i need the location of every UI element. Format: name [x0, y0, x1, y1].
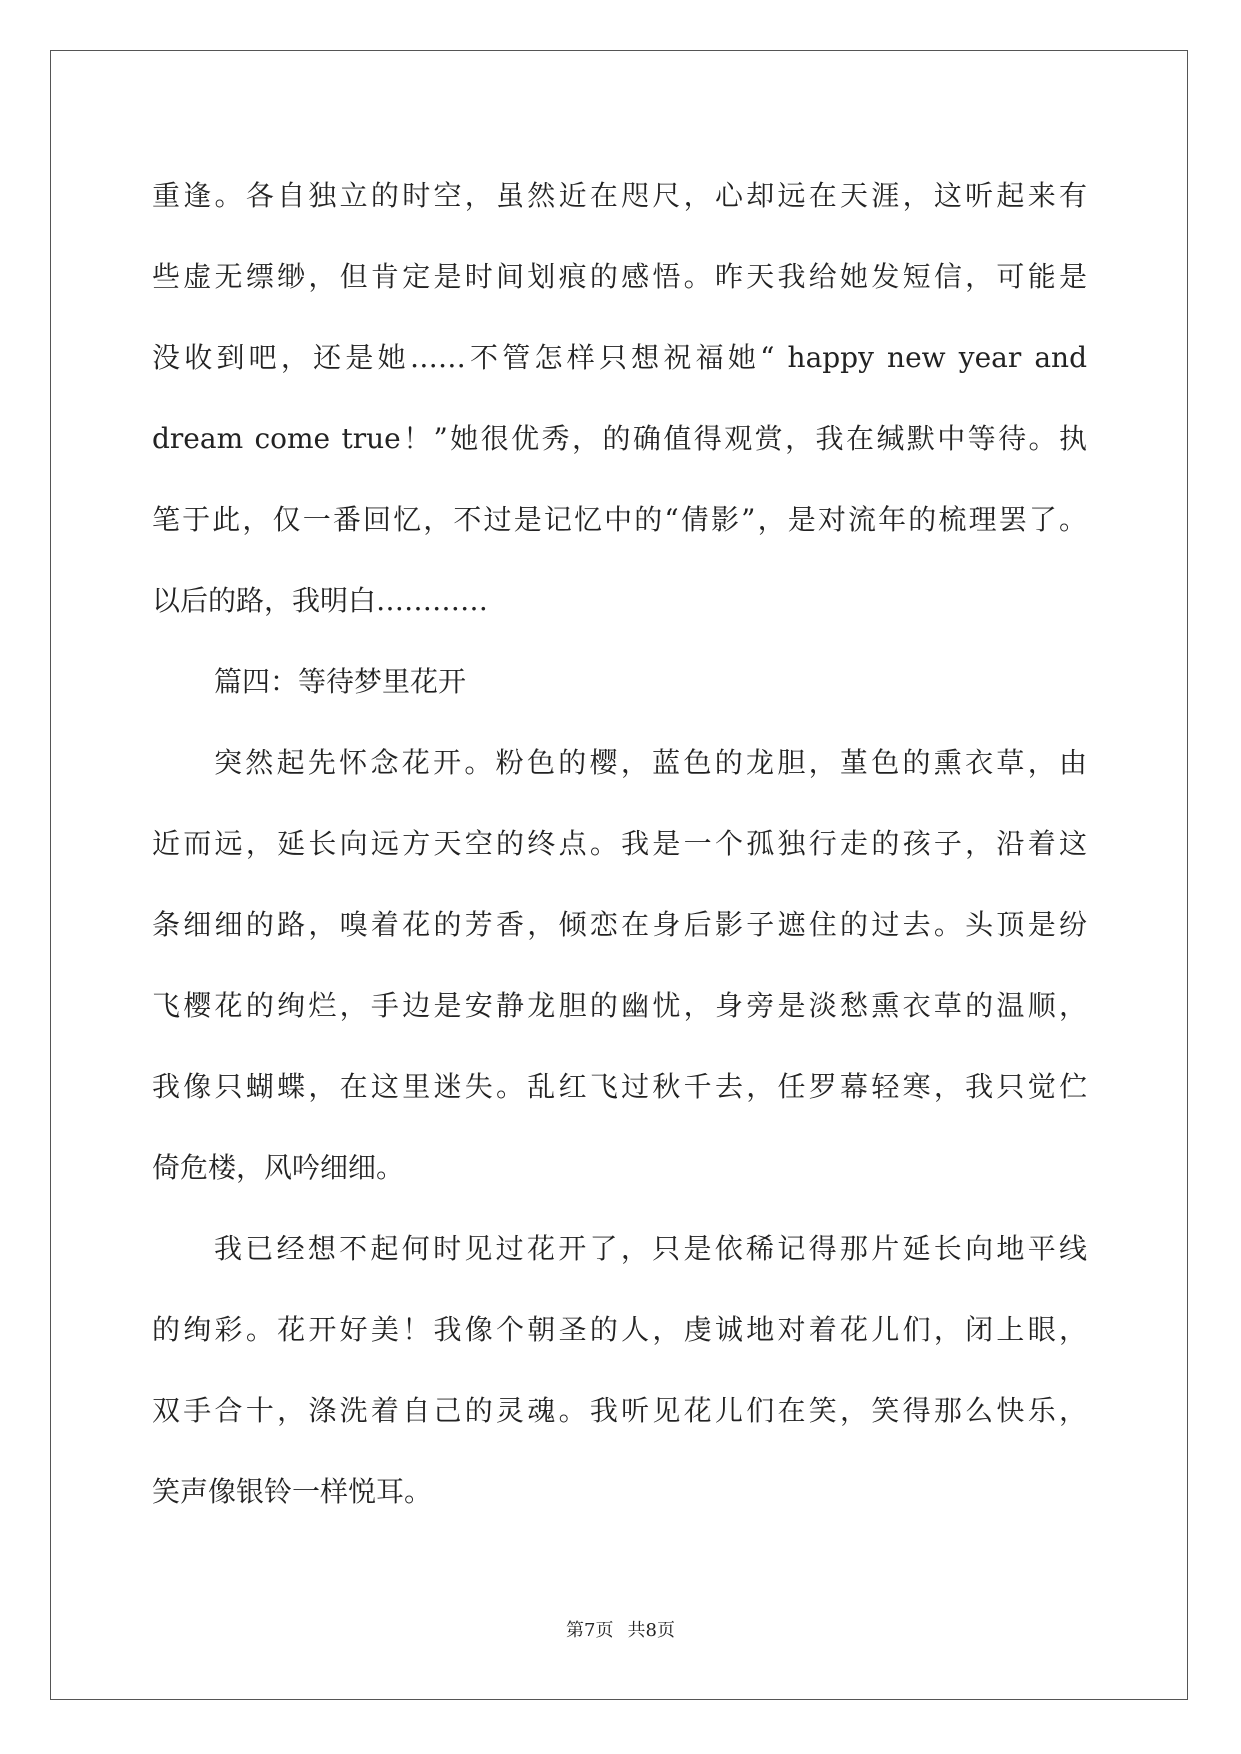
- document-body: [152, 155, 1087, 1532]
- text-line: 条细细的路，嗅着花的芳香，倾恋在身后影子遮住的过去。头顶是纷: [152, 908, 1087, 941]
- page-footer: [0, 1616, 1241, 1642]
- text-line: 的绚彩。花开好美！我像个朝圣的人，虔诚地对着花儿们，闭上眼，: [152, 1313, 1087, 1346]
- text-line: 笔于此，仅一番回忆，不过是记忆中的“倩影”，是对流年的梳理罢了。: [152, 503, 1087, 536]
- text-line: dream come true！”她很优秀，的确值得观赏，我在缄默中等待。执: [152, 422, 1087, 455]
- text-line: 飞樱花的绚烂，手边是安静龙胆的幽忧，身旁是淡愁熏衣草的温顺，: [152, 989, 1087, 1022]
- paragraph: [152, 155, 1087, 641]
- text-line: 近而远，延长向远方天空的终点。我是一个孤独行走的孩子，沿着这: [152, 827, 1087, 860]
- section-heading: [152, 641, 1087, 722]
- page-number: 第7页: [566, 1620, 614, 1641]
- text-line: 我像只蝴蝶，在这里迷失。乱红飞过秋千去，任罗幕轻寒，我只觉伫: [152, 1070, 1087, 1103]
- text-line: 突然起先怀念花开。粉色的樱，蓝色的龙胆，堇色的熏衣草，由: [214, 746, 1087, 779]
- text-line: 以后的路，我明白…………: [152, 584, 489, 617]
- text-line: 倚危楼，风吟细细。: [152, 1151, 405, 1184]
- text-line: 没收到吧，还是她……不管怎样只想祝福她“ happy new year and: [152, 341, 1087, 374]
- heading-text: 篇四：等待梦里花开: [214, 665, 467, 698]
- paragraph: [152, 1208, 1087, 1532]
- text-line: 些虚无缥缈，但肯定是时间划痕的感悟。昨天我给她发短信，可能是: [152, 260, 1087, 293]
- page-total: 共8页: [627, 1620, 675, 1641]
- text-line: 双手合十，涤洗着自己的灵魂。我听见花儿们在笑，笑得那么快乐，: [152, 1394, 1087, 1427]
- text-line: 我已经想不起何时见过花开了，只是依稀记得那片延长向地平线: [214, 1232, 1087, 1265]
- text-line: 笑声像银铃一样悦耳。: [152, 1475, 433, 1508]
- paragraph: [152, 722, 1087, 1208]
- text-line: 重逢。各自独立的时空，虽然近在咫尺，心却远在天涯，这听起来有: [152, 179, 1087, 212]
